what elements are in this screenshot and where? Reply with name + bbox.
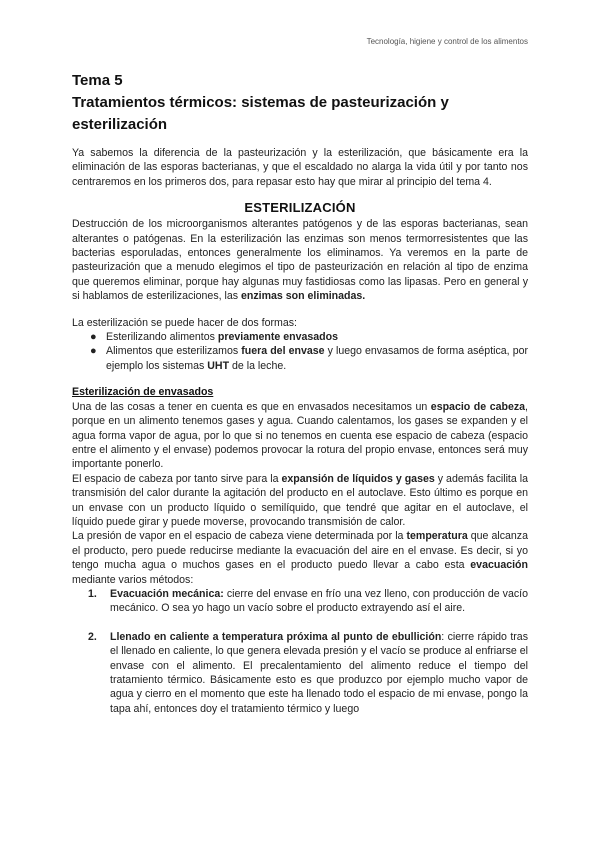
forms-list	[72, 330, 528, 373]
list-number: 1.	[88, 587, 97, 600]
definition-paragraph	[72, 217, 528, 303]
list-item: ● Alimentos que esterilizamos fuera del envase y luego envasamos de forma aséptica, por ejemplo los sistemas UHT de la leche.	[90, 345, 529, 372]
list-item: 1. Evacuación mecánica: cierre del envase en frío una vez lleno, con producción de vacío mecánico. O sea yo hago un vacío sobre el producto extrayendo así el aire.	[88, 587, 528, 615]
definition-bold: enzimas son eliminadas.	[241, 290, 366, 303]
paragraph-presion: La presión de vapor en el espacio de cabeza viene determinada por la temperatura que alcanza el producto, pero puede reducirse mediante la evacuación del aire en el envase. Es decir, si yo tengo mucha agua o muchos gases en el producto puedo llevar a cabo esta evacuación mediante varios métodos:	[72, 530, 528, 586]
section-heading-esterilizacion: ESTERILIZACIÓN	[244, 200, 356, 216]
intro-paragraph: Ya sabemos la diferencia de la pasteurización y la esterilización, que básicamente era la eliminación de las esporas bacterianas, y que el escaldado no alarga la vida útil y por tanto nos centraremos en los primeros dos, para repasar esto hay que mirar al principio del tema 4.	[72, 147, 528, 188]
list-item: ● Esterilizando alimentos previamente envasados	[90, 331, 339, 344]
tema-number: Tema 5	[72, 72, 123, 89]
list-item: 2. Llenado en caliente a temperatura próxima al punto de ebullición: cierre rápido tras el llenado en caliente, lo que genera elevada presión y el vacío se produce al enfriarse el envase con el alimento. El precalentamiento del alimento reduce el tiempo del tratamiento térmico. Básicamente esto es que produzco por ejemplo mucho vapor de agua y cierro en el momento que este ha llenado todo el espacio de mi envase, pongo la tapa ahí, entonces doy el tratamiento térmico y luego	[88, 630, 528, 715]
running-header: Tecnología, higiene y control de los alimentos	[366, 37, 528, 46]
subsection-heading: Esterilización de envasados	[72, 386, 214, 399]
list-number: 2.	[88, 630, 97, 643]
bullet-icon: ●	[90, 331, 97, 344]
methods-list	[72, 587, 528, 716]
definition-text: Destrucción de los microorganismos alterantes patógenos y de las esporas bacterianas, sean alterantes o patógenas. En la esterilización las enzimas son menos termorresistentes que las bacterias esporuladas, entonces generalmente los eliminamos. Ya veremos en la parte de pasteurización que a menudo elegimos el tipo de pasteurización en relación al tipo de enzima que queremos eliminar, porque hay algunas muy fastidiosas como las lipasas. Pero en general y si hablamos de esterilizaciones, las	[72, 218, 528, 303]
page-title: Tratamientos térmicos: sistemas de pasteurización y esterilización	[72, 94, 449, 133]
bullet-icon: ●	[90, 345, 97, 358]
paragraph-espacio-cabeza: Una de las cosas a tener en cuenta es que en envasados necesitamos un espacio de cabeza, porque en un alimento tenemos gases y agua. Cuando calentamos, los gases se expanden y el agua forma vapor de agua, por lo que si no tenemos en cuenta ese espacio de cabeza (espacio entre el alimento y el envase) podemos provocar la rotura del propio envase, entonces será muy importante ponerlo.	[72, 400, 528, 471]
paragraph-expansion: El espacio de cabeza por tanto sirve para la expansión de líquidos y gases y además facilita la transmisión del calor durante la agitación del producto en el autoclave. Esto último es porque en un envase con un producto líquido o semilíquido, que tendré que agitar en el autoclave, el líquido puede girar y puede moverse, provocando transmisión de calor.	[72, 472, 528, 528]
forms-intro: La esterilización se puede hacer de dos formas:	[72, 316, 297, 329]
page-content	[72, 70, 528, 716]
